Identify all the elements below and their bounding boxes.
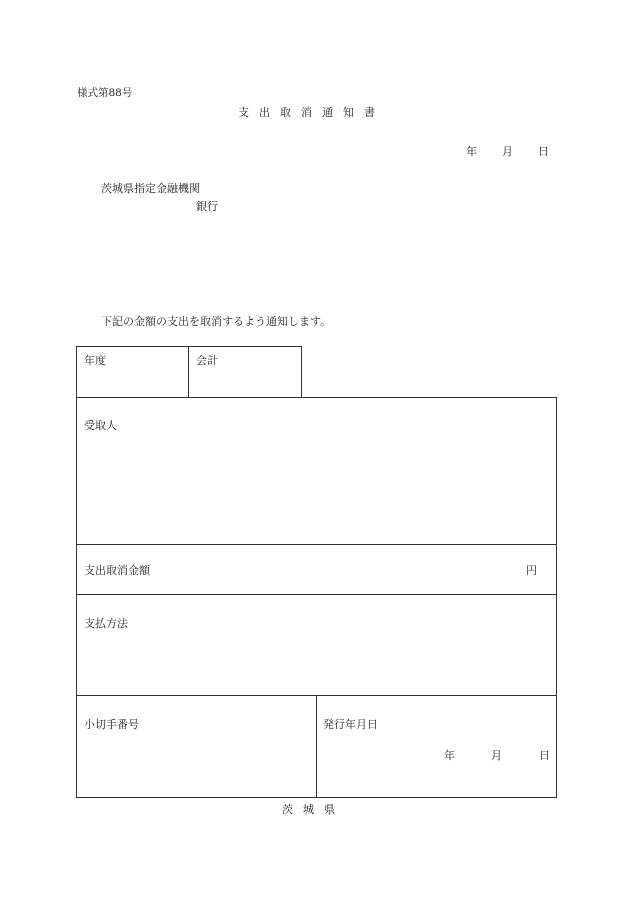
amount-cell: [76, 544, 557, 595]
payment-method-cell: [76, 594, 557, 696]
fiscal-year-label: 年度: [84, 354, 106, 367]
document-title: 支出取消通知書: [238, 106, 385, 119]
account-label: 会計: [196, 354, 218, 367]
date-month: 月: [502, 145, 513, 158]
date-year: 年: [466, 145, 477, 158]
payee-label: 受取人: [84, 419, 117, 432]
addressee-bank-suffix: 銀行: [196, 200, 218, 213]
fiscal-year-cell: [76, 346, 189, 398]
issue-date-year: 年: [444, 749, 455, 762]
notice-text: 下記の金額の支出を取消するよう通知します。: [101, 315, 332, 328]
form-number: 様式第88号: [77, 87, 133, 99]
addressee-institution: 茨城県指定金融機関: [101, 182, 200, 195]
account-cell: [188, 346, 302, 398]
issue-date-day: 日: [539, 749, 550, 762]
payment-method-label: 支払方法: [84, 617, 128, 630]
issue-date-month: 月: [491, 749, 502, 762]
notice-date: [466, 143, 549, 159]
issue-date-cell: [316, 695, 557, 798]
check-number-cell: [76, 695, 317, 798]
issuer-name: 茨城県: [282, 803, 345, 816]
currency-unit: 円: [526, 564, 537, 577]
amount-label: 支出取消金額: [84, 564, 150, 577]
check-number-label: 小切手番号: [84, 718, 139, 731]
payee-cell: [76, 397, 557, 545]
date-day: 日: [538, 145, 549, 158]
issue-date-label: 発行年月日: [323, 718, 378, 731]
